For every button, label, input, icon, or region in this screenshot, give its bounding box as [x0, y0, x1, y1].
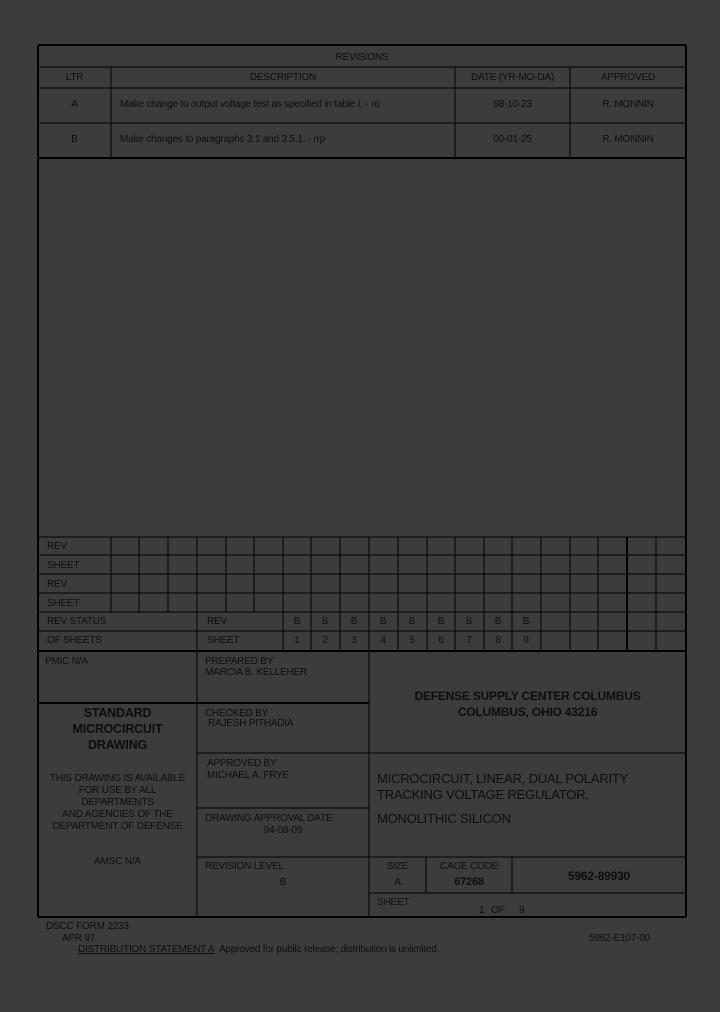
agency-address: COLUMBUS, OHIO 43216: [457, 705, 598, 719]
size-label: SIZE: [386, 861, 409, 872]
status-rev-cell: B: [379, 616, 387, 627]
status-sheet-cell: 7: [466, 635, 472, 646]
form-number: DSCC FORM 2233: [46, 921, 129, 932]
status-rev-cell: B: [293, 616, 301, 627]
prepared-name: MARCIA B. KELLEHER: [205, 667, 307, 678]
sheet-total: 9: [519, 905, 525, 916]
smd-title: STANDARD: [83, 706, 152, 720]
col-description: DESCRIPTION: [249, 72, 317, 83]
drawing-title: TRACKING VOLTAGE REGULATOR,: [377, 787, 589, 802]
availability: FOR USE BY ALL: [78, 785, 157, 796]
status-rev-cell: B: [321, 616, 329, 627]
revision-level-label: REVISION LEVEL: [205, 861, 284, 872]
agency-name: DEFENSE SUPPLY CENTER COLUMBUS: [414, 689, 641, 703]
approval-date: 94-08-09: [263, 825, 303, 836]
status-sheet-cell: 9: [523, 635, 529, 646]
rev-description: Make change to output voltage test as specified in table I. - ro: [120, 99, 380, 110]
size-value: A: [394, 877, 401, 888]
status-sheet-label: SHEET: [207, 635, 240, 646]
sheet-of-label: OF: [491, 905, 505, 916]
rev-ltr: A: [71, 99, 78, 110]
checked-label: CHECKED BY: [205, 708, 269, 719]
rev-approved: R. MONNIN: [602, 99, 654, 110]
grid-label-rev: REV: [47, 541, 67, 552]
cage-code: 67268: [454, 876, 484, 888]
distribution-text: Approved for public release; distribution is unlimited.: [219, 944, 440, 955]
status-rev-cell: B: [494, 616, 502, 627]
availability: DEPARTMENT OF DEFENSE: [52, 821, 183, 832]
rev-description: Make changes to paragraphs 3.1 and 3.5.1. - rrp: [120, 134, 326, 145]
smd-title: MICROCIRCUIT: [72, 722, 163, 736]
col-date: DATE (YR-MO-DA): [471, 72, 554, 83]
status-rev-cell: B: [350, 616, 358, 627]
approved-name: MICHAEL A. FRYE: [207, 770, 290, 781]
pmic: PMIC N/A: [45, 656, 88, 667]
grid-label-rev: REV: [47, 579, 67, 590]
distribution-label: DISTRIBUTION STATEMENT A: [78, 944, 215, 955]
status-rev-cell: B: [522, 616, 530, 627]
drawing-number: 5962-89930: [567, 869, 631, 883]
status-sheet-cell: 1: [294, 635, 300, 646]
status-sheet-cell: 8: [495, 635, 501, 646]
rev-ltr: B: [71, 134, 78, 145]
status-rev-cell: B: [408, 616, 416, 627]
availability: AND AGENCIES OF THE: [62, 809, 173, 820]
of-sheets-label: OF SHEETS: [47, 635, 102, 646]
drawing-title: MICROCIRCUIT, LINEAR, DUAL POLARITY: [377, 771, 629, 786]
revision-level: B: [279, 877, 287, 888]
availability: DEPARTMENTS: [81, 797, 154, 808]
rev-status-label: REV STATUS: [47, 616, 107, 627]
amsc: AMSC N/A: [94, 856, 141, 867]
rev-date: 98-10-23: [493, 99, 532, 110]
rev-date: 00-01-25: [493, 134, 532, 145]
sheet-label: SHEET: [377, 897, 410, 908]
revisions-title: REVISIONS: [335, 52, 389, 63]
availability: THIS DRAWING IS AVAILABLE: [49, 773, 186, 784]
cage-label: CAGE CODE: [439, 861, 499, 872]
status-sheet-cell: 3: [351, 635, 357, 646]
approval-date-label: DRAWING APPROVAL DATE: [205, 813, 333, 824]
status-rev-cell: B: [437, 616, 445, 627]
status-sheet-cell: 5: [409, 635, 415, 646]
grid-label-sheet: SHEET: [47, 560, 80, 571]
rev-approved: R. MONNIN: [602, 134, 654, 145]
status-sheet-cell: 4: [380, 635, 386, 646]
status-sheet-cell: 2: [322, 635, 328, 646]
document-code: 5962-E107-00: [589, 933, 650, 944]
sheet-number: 1: [479, 905, 485, 916]
status-rev-cell: B: [465, 616, 473, 627]
checked-name: RAJESH PITHADIA: [208, 718, 294, 729]
drawing-title: MONOLITHIC SILICON: [377, 811, 511, 826]
prepared-label: PREPARED BY: [205, 656, 274, 667]
status-rev-label: REV: [207, 616, 227, 627]
col-approved: APPROVED: [601, 72, 655, 83]
status-sheet-cell: 6: [438, 635, 444, 646]
col-ltr: LTR: [65, 72, 84, 83]
approved-label: APPROVED BY: [207, 758, 277, 769]
form-date: APR 97: [62, 933, 96, 944]
smd-title: DRAWING: [87, 738, 147, 752]
grid-label-sheet: SHEET: [47, 598, 80, 609]
